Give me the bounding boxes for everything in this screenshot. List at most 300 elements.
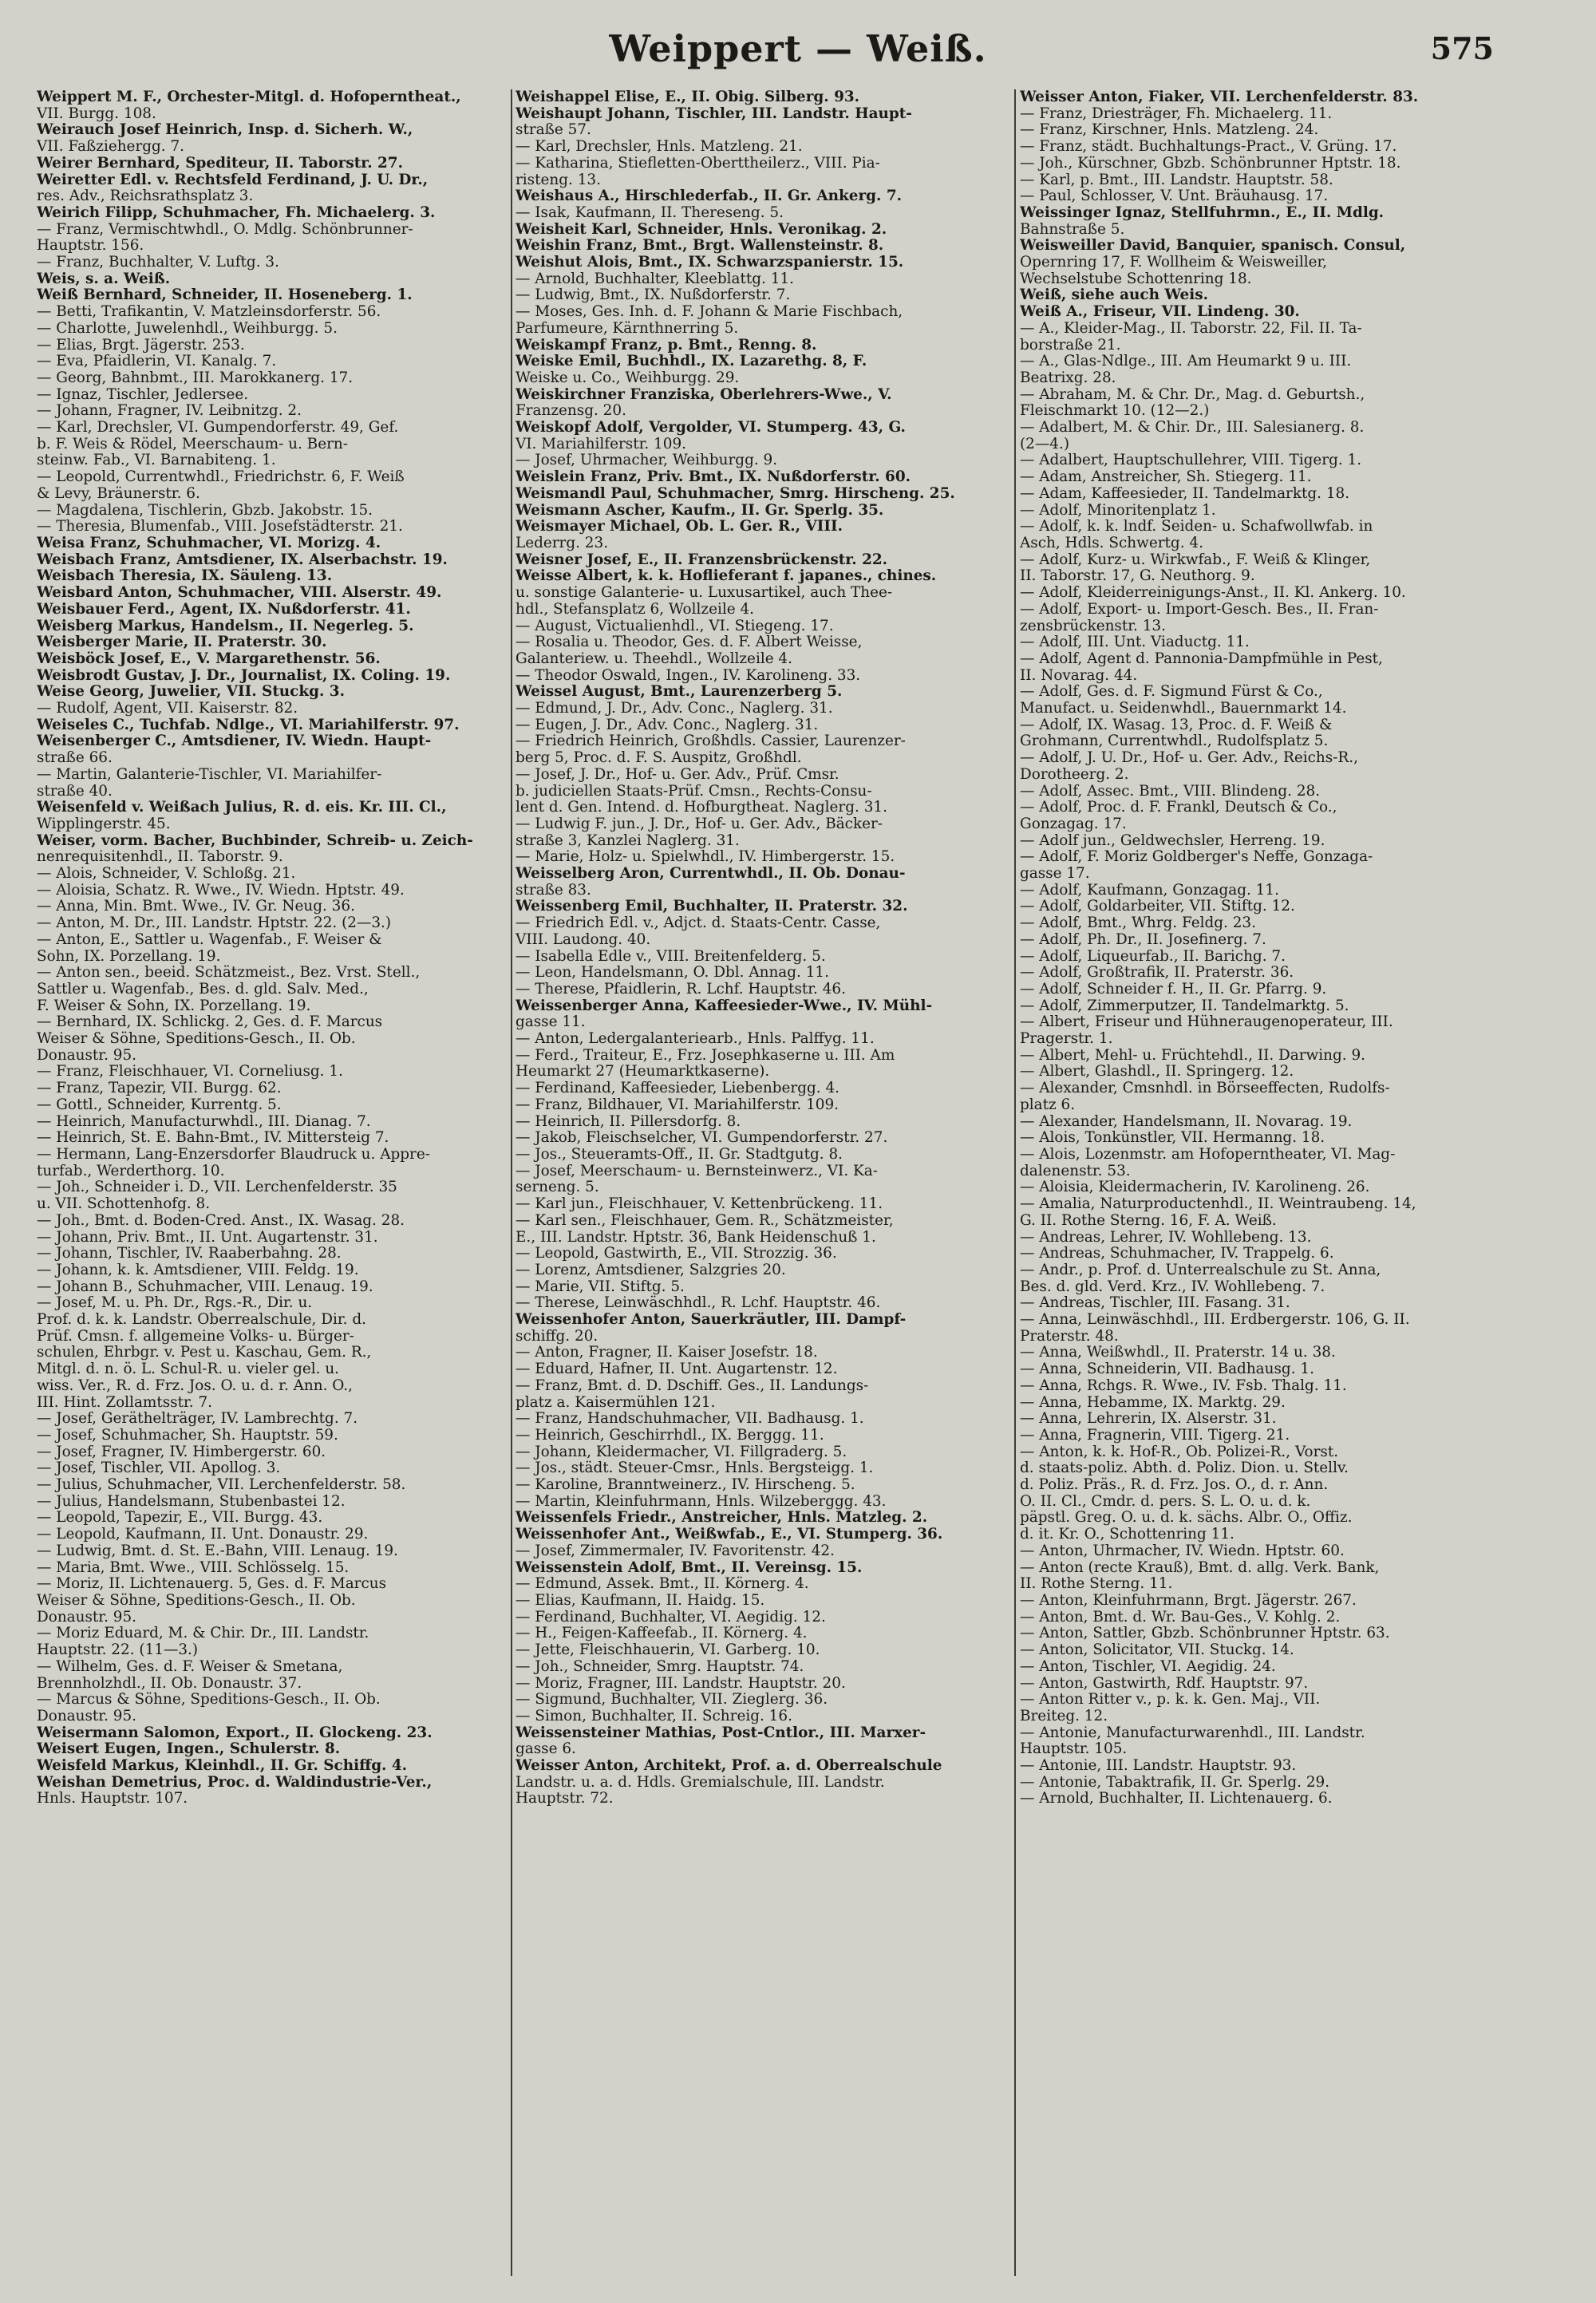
directory-entry-line: — Alois, Tonkünstler, VII. Hermanng. 18. (1020, 1130, 1325, 1147)
directory-entry-line: — Andreas, Tischler, III. Fasang. 31. (1020, 1295, 1290, 1312)
directory-entry-line: — Marie, Holz- u. Spielwhdl., IV. Himbergerstr. 15. (516, 849, 895, 866)
directory-entry-line: straße 3, Kanzlei Naglerg. 31. (516, 832, 740, 849)
directory-entry-line: Weisbrodt Gustav, J. Dr., Journalist, IX. Coling. 19. (37, 667, 451, 684)
directory-entry-line: borstraße 21. (1020, 337, 1121, 354)
directory-entry-line: — Sigmund, Buchhalter, VII. Zieglerg. 36. (516, 1692, 828, 1708)
directory-entry-line: — Edmund, Assek. Bmt., II. Körnerg. 4. (516, 1576, 809, 1593)
directory-entry-line: — Adolf, Goldarbeiter, VII. Stiftg. 12. (1020, 899, 1295, 915)
directory-entry-line: — Maria, Bmt. Wwe., VIII. Schlösselg. 15. (37, 1559, 350, 1576)
directory-entry-line: Grohmann, Currentwhdl., Rudolfsplatz 5. (1020, 733, 1329, 750)
directory-entry-line: Weis, s. a. Weiß. (37, 271, 171, 287)
directory-entry-line: Weisner Josef, E., II. Franzensbrückenstr. 22. (516, 551, 888, 568)
directory-entry-line: — Elias, Kaufmann, II. Haidg. 15. (516, 1592, 765, 1609)
directory-entry-line: — Julius, Handelsmann, Stubenbastei 12. (37, 1493, 346, 1510)
directory-entry-line: — Arnold, Buchhalter, II. Lichtenauerg. 6. (1020, 1791, 1333, 1807)
directory-entry-line: — Franz, städt. Buchhaltungs-Pract., V. Grüng. 17. (1020, 139, 1397, 156)
directory-entry-line: Hauptstr. 105. (1020, 1741, 1128, 1758)
directory-entry-line: — August, Victualienhdl., VI. Stiegeng. 17. (516, 618, 834, 634)
directory-entry-line: — Adolf, Zimmerputzer, II. Tandelmarktg. 5. (1020, 997, 1349, 1014)
directory-entry-line: — Moriz, Fragner, III. Landstr. Hauptstr. 20. (516, 1675, 846, 1692)
directory-entry-line: VII. Burgg. 108. (37, 105, 156, 122)
directory-entry-line: — Franz, Fleischhauer, VI. Corneliusg. 1. (37, 1064, 343, 1080)
directory-entry-line: — Andreas, Schuhmacher, IV. Trappelg. 6. (1020, 1246, 1334, 1262)
directory-entry-line: — Theodor Oswald, Ingen., IV. Karolineng. 33. (516, 667, 861, 684)
directory-entry-line: — Adolf, k. k. lndf. Seiden- u. Schafwollwfab. in (1020, 519, 1373, 535)
directory-entry-line: Prüf. Cmsn. f. allgemeine Volks- u. Bürger- (37, 1328, 354, 1345)
directory-entry-line: Weisser Anton, Architekt, Prof. a. d. Oberrealschule (516, 1758, 942, 1775)
directory-entry-line: gasse 6. (516, 1741, 576, 1758)
directory-entry-line: schulen, Ehrbgr. v. Pest u. Kaschau, Gem. R., (37, 1345, 372, 1361)
directory-entry-line: — Rosalia u. Theodor, Ges. d. F. Albert Weisse, (516, 634, 863, 651)
directory-entry-line: — Josef, J. Dr., Hof- u. Ger. Adv., Prüf. Cmsr. (516, 766, 839, 783)
directory-entry-line: — Martin, Galanterie-Tischler, VI. Mariahilfer- (37, 766, 382, 783)
directory-entry-line: Weisweiller David, Banquier, spanisch. Consul, (1020, 238, 1406, 255)
directory-entry-line: — Moses, Ges. Inh. d. F. Johann & Marie Fischbach, (516, 304, 903, 321)
directory-entry-line: — Friedrich Heinrich, Großhdls. Cassier, Laurenzer- (516, 733, 906, 750)
directory-entry-line: — Alexander, Handelsmann, II. Novarag. 19. (1020, 1113, 1353, 1130)
directory-entry-line: — Leopold, Kaufmann, II. Unt. Donaustr. 29. (37, 1527, 369, 1543)
directory-entry-line: Weiskopf Adolf, Vergolder, VI. Stumperg. 43, G. (516, 420, 906, 437)
directory-entry-line: — Isak, Kaufmann, II. Thereseng. 5. (516, 204, 784, 221)
directory-entry-line: Gonzagag. 17. (1020, 816, 1127, 832)
directory-entry-line: — Alexander, Cmsnhdl. in Börseeffecten, Rudolfs- (1020, 1080, 1390, 1097)
directory-entry-line: — Eduard, Hafner, II. Unt. Augartenstr. 12. (516, 1361, 838, 1378)
directory-entry-line: Weishin Franz, Bmt., Brgt. Wallensteinstr. 8. (516, 238, 884, 255)
directory-entry-line: — Anna, Schneiderin, VII. Badhausg. 1. (1020, 1361, 1314, 1378)
directory-entry-line: — Franz, Vermischtwhdl., O. Mdlg. Schönbrunner- (37, 221, 413, 238)
directory-entry-line: Sattler u. Wagenfab., Bes. d. gld. Salv. Med., (37, 981, 369, 997)
directory-entry-line: platz a. Kaisermühlen 121. (516, 1394, 716, 1411)
directory-entry-line: Weippert M. F., Orchester-Mitgl. d. Hofoperntheat., (37, 89, 461, 105)
directory-entry-line: — Marie, VII. Stiftg. 5. (516, 1278, 685, 1295)
directory-entry-line: hdl., Stefansplatz 6, Wollzeile 4. (516, 601, 754, 618)
directory-entry-line: — Adolf, Bmt., Whrg. Feldg. 23. (1020, 915, 1256, 932)
directory-entry-line: — Anna, Lehrerin, IX. Alserstr. 31. (1020, 1411, 1277, 1428)
directory-entry-line: — Heinrich, II. Pillersdorfg. 8. (516, 1113, 741, 1130)
directory-entry-line: Weirer Bernhard, Spediteur, II. Taborstr. 27. (37, 155, 403, 172)
directory-entry-line: Weisermann Salomon, Export., II. Glockeng. 23. (37, 1724, 433, 1741)
directory-entry-line: — Heinrich, Geschirrhdl., IX. Berggg. 11. (516, 1427, 824, 1444)
directory-entry-line: — Anton, k. k. Hof-R., Ob. Polizei-R., Vorst. (1020, 1444, 1339, 1460)
directory-entry-line: Weiser & Söhne, Speditions-Gesch., II. Ob. (37, 1031, 356, 1048)
directory-entry-line: Hnls. Hauptstr. 107. (37, 1791, 188, 1807)
directory-entry-line: F. Weiser & Sohn, IX. Porzellang. 19. (37, 997, 311, 1014)
directory-entry-line: VII. Faßziehergg. 7. (37, 139, 185, 156)
directory-entry-line: — Aloisia, Kleidermacherin, IV. Karolineng. 26. (1020, 1179, 1370, 1196)
directory-entry-line: — Julius, Schuhmacher, VII. Lerchenfelderstr. 58. (37, 1477, 406, 1494)
directory-entry-line: — Franz, Driesträger, Fh. Michaelerg. 11. (1020, 105, 1333, 122)
directory-entry-line: Weisfeld Markus, Kleinhdl., II. Gr. Schiffg. 4. (37, 1758, 408, 1775)
directory-entry-line: Weissenhofer Anton, Sauerkräutler, III. Dampf- (516, 1312, 907, 1329)
directory-entry-line: Weissenberger Anna, Kaffeesieder-Wwe., IV. Mühl- (516, 997, 933, 1014)
directory-entry-line: — Adalbert, M. & Chir. Dr., III. Salesianerg. 8. (1020, 420, 1365, 437)
directory-entry-line: Beatrixg. 28. (1020, 369, 1116, 386)
directory-entry-line: Weiretter Edl. v. Rechtsfeld Ferdinand, J. U. Dr., (37, 172, 429, 188)
directory-entry-line: III. Hint. Zollamtsstr. 7. (37, 1394, 213, 1411)
directory-entry-line: Weisböck Josef, E., V. Margarethenstr. 56. (37, 650, 381, 667)
directory-entry-line: Weisbauer Ferd., Agent, IX. Nußdorferstr. 41. (37, 601, 411, 618)
directory-entry-line: — Johann, Priv. Bmt., II. Unt. Augartenstr. 31. (37, 1229, 378, 1246)
directory-entry-line: — Antonie, Manufacturwarenhdl., III. Landstr. (1020, 1724, 1365, 1741)
directory-entry-line: wiss. Ver., R. d. Frz. Jos. O. u. d. r. Ann. O., (37, 1377, 353, 1394)
directory-entry-line: Weirich Filipp, Schuhmacher, Fh. Michaelerg. 3. (37, 204, 436, 221)
directory-entry-line: gasse 17. (1020, 866, 1090, 883)
directory-entry-line: — Jakob, Fleischselcher, VI. Gumpendorferstr. 27. (516, 1130, 888, 1147)
directory-entry-line: — Adolf jun., Geldwechsler, Herreng. 19. (1020, 832, 1325, 849)
directory-entry-line: — Adolf, Ges. d. F. Sigmund Fürst & Co., (1020, 684, 1323, 701)
page-number: 575 (1430, 30, 1494, 66)
directory-entry-line: — Anton (recte Krauß), Bmt. d. allg. Verk. Bank, (1020, 1559, 1380, 1576)
directory-entry-line: — Josef, M. u. Ph. Dr., Rgs.-R., Dir. u. (37, 1295, 313, 1312)
directory-entry-line: Weishaus A., Hirschlederfab., II. Gr. Ankerg. 7. (516, 188, 903, 205)
directory-entry-line: — Bernhard, IX. Schlickg. 2, Ges. d. F. Marcus (37, 1014, 383, 1031)
directory-entry-line: lent d. Gen. Intend. d. Hofburgtheat. Naglerg. 31. (516, 800, 887, 816)
directory-entry-line: Weisbach Theresia, IX. Säuleng. 13. (37, 568, 333, 585)
directory-entry-line: — Lorenz, Amtsdiener, Salzgries 20. (516, 1262, 786, 1278)
directory-entry-line: — Leopold, Tapezir, E., VII. Burgg. 43. (37, 1510, 323, 1527)
directory-entry-line: berg 5, Proc. d. F. S. Auspitz, Großhdl. (516, 750, 802, 767)
directory-entry-line: — Franz, Handschuhmacher, VII. Badhausg. 1. (516, 1411, 864, 1428)
directory-entry-line: II. Rothe Sterng. 11. (1020, 1576, 1173, 1593)
directory-entry-line: schiffg. 20. (516, 1328, 598, 1345)
directory-entry-line: Weishappel Elise, E., II. Obig. Silberg. 93. (516, 89, 860, 105)
directory-entry-line: — Johann, Fragner, IV. Leibnitzg. 2. (37, 403, 302, 420)
directory-entry-line: Weisa Franz, Schuhmacher, VI. Morizg. 4. (37, 535, 381, 551)
directory-entry-line: — Adolf, Assec. Bmt., VIII. Blindeng. 28. (1020, 783, 1321, 800)
directory-entry-line: Weisse Albert, k. k. Hoflieferant f. japanes., chines. (516, 568, 937, 585)
directory-entry-line: Weisberg Markus, Handelsm., II. Negerleg. 5. (37, 618, 414, 634)
directory-entry-line: — Rudolf, Agent, VII. Kaiserstr. 82. (37, 701, 298, 717)
directory-entry-line: Lederrg. 23. (516, 535, 609, 551)
directory-entry-line: Wipplingerstr. 45. (37, 816, 171, 832)
directory-entry-line: serneng. 5. (516, 1179, 599, 1196)
directory-entry-line: dalenenstr. 53. (1020, 1163, 1131, 1179)
directory-entry-line: Bahnstraße 5. (1020, 221, 1125, 238)
directory-entry-line: — Joh., Schneider i. D., VII. Lerchenfelderstr. 35 (37, 1179, 397, 1196)
directory-entry-line: — Arnold, Buchhalter, Kleeblattg. 11. (516, 271, 794, 287)
directory-entry-line: — Karl, p. Bmt., III. Landstr. Hauptstr. 58. (1020, 172, 1333, 188)
directory-entry-line: — Joh., Bmt. d. Boden-Cred. Anst., IX. Wasag. 28. (37, 1212, 405, 1229)
directory-entry-line: Weissenstein Adolf, Bmt., II. Vereinsg. 15. (516, 1559, 863, 1576)
directory-entry-line: Pragerstr. 1. (1020, 1031, 1113, 1048)
directory-entry-line: — Josef, Uhrmacher, Weihburgg. 9. (516, 452, 778, 469)
directory-entry-line: — Adolf, Export- u. Import-Gesch. Bes., II. Fran- (1020, 601, 1379, 618)
directory-entry-line: Weiß Bernhard, Schneider, II. Hoseneberg. 1. (37, 287, 413, 304)
directory-entry-line: Brennholzhdl., II. Ob. Donaustr. 37. (37, 1675, 302, 1692)
directory-entry-line: Weirauch Josef Heinrich, Insp. d. Sicherh. W., (37, 122, 413, 139)
directory-entry-line: — Josef, Meerschaum- u. Bernsteinwerz., VI. Ka- (516, 1163, 878, 1179)
directory-entry-line: — Adolf, Kurz- u. Wirkwfab., F. Weiß & Klinger, (1020, 551, 1371, 568)
directory-entry-line: straße 57. (516, 122, 591, 139)
directory-entry-line: u. VII. Schottenhofg. 8. (37, 1196, 211, 1213)
column-1 (37, 89, 506, 2276)
directory-entry-line: — Anton, Uhrmacher, IV. Wiedn. Hptstr. 60. (1020, 1543, 1345, 1559)
directory-entry-line: — Karl, Drechsler, VI. Gumpendorferstr. 49, Gef. (37, 420, 399, 437)
directory-entry-line: b. F. Weis & Rödel, Meerschaum- u. Bern- (37, 436, 348, 452)
directory-entry-line: — Adolf, Proc. d. F. Frankl, Deutsch & Co., (1020, 800, 1337, 816)
directory-entry-line: Prof. d. k. k. Landstr. Oberrealschule, Dir. d. (37, 1312, 366, 1329)
directory-entry-line: Weislein Franz, Priv. Bmt., IX. Nußdorferstr. 60. (516, 469, 911, 486)
directory-entry-line: — Amalia, Naturproductenhdl., II. Weintraubeng. 14, (1020, 1196, 1416, 1213)
directory-entry-line: — Leopold, Gastwirth, E., VII. Strozzig. 36. (516, 1246, 837, 1262)
directory-entry-line: — Marcus & Söhne, Speditions-Gesch., II. Ob. (37, 1692, 381, 1708)
directory-entry-line: — Edmund, J. Dr., Adv. Conc., Naglerg. 31. (516, 701, 833, 717)
directory-entry-line: — Leon, Handelsmann, O. Dbl. Annag. 11. (516, 965, 829, 982)
directory-entry-line: — Anton, Solicitator, VII. Stuckg. 14. (1020, 1642, 1294, 1659)
directory-entry-line: gasse 11. (516, 1014, 586, 1031)
directory-entry-line: — Anna, Leinwäschhdl., III. Erdbergerstr. 106, G. II. (1020, 1312, 1410, 1329)
directory-entry-line: — Josef, Tischler, VII. Apollog. 3. (37, 1460, 281, 1477)
directory-entry-line: Heumarkt 27 (Heumarktkaserne). (516, 1064, 770, 1080)
directory-entry-line: Bes. d. gld. Verd. Krz., IV. Wohllebeng. 7. (1020, 1278, 1325, 1295)
directory-entry-line: — Ludwig F. jun., J. Dr., Hof- u. Ger. Adv., Bäcker- (516, 816, 883, 832)
directory-entry-line: O. II. Cl., Cmdr. d. pers. S. L. O. u. d. k. (1020, 1493, 1311, 1510)
directory-entry-line: — Jos., Steueramts-Off., II. Gr. Stadtgutg. 8. (516, 1147, 843, 1163)
directory-entry-line: Hauptstr. 156. (37, 238, 144, 255)
directory-entry-line: — Katharina, Stiefletten-Oberttheilerz., VIII. Pia- (516, 155, 880, 172)
directory-entry-line: Weiß, siehe auch Weis. (1020, 287, 1208, 304)
directory-entry-line: Weisberger Marie, II. Praterstr. 30. (37, 634, 327, 651)
directory-entry-line: — Franz, Tapezir, VII. Burgg. 62. (37, 1080, 282, 1097)
directory-entry-line: Weismayer Michael, Ob. L. Ger. R., VIII. (516, 519, 843, 535)
directory-entry-line: Fleischmarkt 10. (12—2.) (1020, 403, 1210, 420)
directory-entry-line: Weisselberg Aron, Currentwhdl., II. Ob. Donau- (516, 866, 906, 883)
directory-entry-line: — Karl, Drechsler, Hnls. Matzleng. 21. (516, 139, 803, 156)
directory-entry-line: — Anton, Gastwirth, Rdf. Hauptstr. 97. (1020, 1675, 1309, 1692)
directory-entry-line: — Josef, Schuhmacher, Sh. Hauptstr. 59. (37, 1427, 338, 1444)
directory-entry-line: — Ferdinand, Kaffeesieder, Liebenbergg. 4. (516, 1080, 840, 1097)
directory-entry-line: Weiske Emil, Buchhdl., IX. Lazarethg. 8, F. (516, 354, 867, 370)
directory-entry-line: — Karoline, Branntweinerz., IV. Hirscheng. 5. (516, 1477, 855, 1494)
directory-entry-line: — Betti, Trafikantin, V. Matzleinsdorferstr. 56. (37, 304, 381, 321)
directory-entry-line: Weiskirchner Franziska, Oberlehrers-Wwe., V. (516, 386, 892, 403)
directory-entry-line: Weise Georg, Juwelier, VII. Stuckg. 3. (37, 684, 345, 701)
directory-entry-line: Weissel August, Bmt., Laurenzerberg 5. (516, 684, 843, 701)
directory-entry-line: Landstr. u. a. d. Hdls. Gremialschule, III. Landstr. (516, 1774, 885, 1791)
directory-entry-line: — Anton, Fragner, II. Kaiser Josefstr. 18. (516, 1345, 818, 1361)
directory-entry-line: platz 6. (1020, 1096, 1076, 1113)
directory-entry-line: — Adolf, Kleiderreinigungs-Anst., II. Kl. Ankerg. 10. (1020, 585, 1406, 602)
directory-entry-line: — Heinrich, Manufacturwhdl., III. Dianag. 7. (37, 1113, 371, 1130)
directory-entry-line: — Anton, Ledergalanteriearb., Hnls. Palffyg. 11. (516, 1031, 875, 1048)
directory-entry-line: — Adolf, IX. Wasag. 13, Proc. d. F. Weiß & (1020, 717, 1333, 733)
directory-entry-line: Weiskampf Franz, p. Bmt., Renng. 8. (516, 337, 817, 354)
directory-entry-line: Manufact. u. Seidenwhdl., Bauernmarkt 14. (1020, 701, 1347, 717)
directory-entry-line: Weiser, vorm. Bacher, Buchbinder, Schreib- u. Zeich- (37, 832, 473, 849)
directory-entry-line: Weisbard Anton, Schuhmacher, VIII. Alserstr. 49. (37, 585, 442, 602)
directory-entry-line: — Jos., städt. Steuer-Cmsr., Hnls. Bergsteigg. 1. (516, 1460, 874, 1477)
directory-entry-line: steinw. Fab., VI. Barnabiteng. 1. (37, 452, 276, 469)
directory-entry-line: Weisser Anton, Fiaker, VII. Lerchenfelderstr. 83. (1020, 89, 1419, 105)
directory-entry-line: — Anton, Kleinfuhrmann, Brgt. Jägerstr. 267. (1020, 1592, 1357, 1609)
directory-entry-line: — Adolf, Kaufmann, Gonzagag. 11. (1020, 882, 1279, 899)
directory-entry-line: b. judiciellen Staats-Prüf. Cmsn., Rechts-Consu- (516, 783, 872, 800)
directory-entry-line: (2—4.) (1020, 436, 1069, 452)
directory-entry-line: Wechselstube Schottenring 18. (1020, 271, 1252, 287)
directory-entry-line: — Adolf, III. Unt. Viaductg. 11. (1020, 634, 1250, 651)
directory-entry-line: — Isabella Edle v., VIII. Breitenfelderg. 5. (516, 948, 826, 965)
directory-entry-line: — Andr., p. Prof. d. Unterrealschule zu St. Anna, (1020, 1262, 1381, 1278)
directory-entry-line: — Adolf, Großtrafik, II. Praterstr. 36. (1020, 965, 1294, 982)
directory-entry-line: II. Novarag. 44. (1020, 667, 1138, 684)
directory-entry-line: — Eva, Pfaidlerin, VI. Kanalg. 7. (37, 354, 277, 370)
directory-entry-line: — Adolf, Schneider f. H., II. Gr. Pfarrg. 9. (1020, 981, 1327, 997)
directory-entry-line: risteng. 13. (516, 172, 601, 188)
directory-entry-line: nenrequisitenhdl., II. Taborstr. 9. (37, 849, 283, 866)
directory-entry-line: — Ludwig, Bmt. d. St. E.-Bahn, VIII. Lenaug. 19. (37, 1543, 398, 1559)
directory-entry-line: — Abraham, M. & Chr. Dr., Mag. d. Geburtsh., (1020, 386, 1365, 403)
directory-entry-line: straße 66. (37, 750, 113, 767)
directory-entry-line: Parfumeure, Kärnthnerring 5. (516, 320, 739, 337)
directory-entry-line: E., III. Landstr. Hptstr. 36, Bank Heidenschuß 1. (516, 1229, 876, 1246)
directory-entry-line: — Anton, Bmt. d. Wr. Bau-Ges., V. Kohlg. 2. (1020, 1609, 1341, 1626)
directory-entry-line: VI. Mariahilferstr. 109. (516, 436, 686, 452)
directory-entry-line: — Anna, Fragnerin, VIII. Tigerg. 21. (1020, 1427, 1290, 1444)
directory-entry-line: — Andreas, Lehrer, IV. Wohllebeng. 13. (1020, 1229, 1312, 1246)
directory-entry-line: — Hermann, Lang-Enzersdorfer Blaudruck u. Appre- (37, 1147, 430, 1163)
directory-entry-line: — Adolf, J. U. Dr., Hof- u. Ger. Adv., Reichs-R., (1020, 750, 1358, 767)
directory-entry-line: — Johann, Tischler, IV. Raaberbahng. 28. (37, 1246, 342, 1262)
directory-entry-line: — Anton Ritter v., p. k. k. Gen. Maj., VII. (1020, 1692, 1321, 1708)
directory-entry-line: — Franz, Bmt. d. D. Dschiff. Ges., II. Landungs- (516, 1377, 869, 1394)
directory-entry-line: Weissenhofer Ant., Weißwfab., E., VI. Stumperg. 36. (516, 1527, 943, 1543)
directory-entry-line: VIII. Laudong. 40. (516, 931, 651, 948)
directory-entry-line: — Moriz, II. Lichtenauerg. 5, Ges. d. F. Marcus (37, 1576, 387, 1593)
directory-entry-line: Weishut Alois, Bmt., IX. Schwarzspanierstr. 15. (516, 255, 904, 271)
directory-entry-line: — Joh., Kürschner, Gbzb. Schönbrunner Hptstr. 18. (1020, 155, 1401, 172)
directory-entry-line: — Alois, Schneider, V. Schloßg. 21. (37, 866, 296, 883)
directory-entry-line: — H., Feigen-Kaffeefab., II. Körnerg. 4. (516, 1626, 808, 1642)
page-header (0, 24, 1596, 80)
directory-entry-line: — Antonie, III. Landstr. Hauptstr. 93. (1020, 1758, 1297, 1775)
directory-entry-line: Praterstr. 48. (1020, 1328, 1119, 1345)
directory-entry-line: — Eugen, J. Dr., Adv. Conc., Naglerg. 31. (516, 717, 819, 733)
directory-entry-line: turfab., Werderthorg. 10. (37, 1163, 225, 1179)
directory-entry-line: — Adalbert, Hauptschullehrer, VIII. Tigerg. 1. (1020, 452, 1362, 469)
directory-entry-line: Weissenfels Friedr., Anstreicher, Hnls. Matzleg. 2. (516, 1510, 928, 1527)
directory-entry-line: Weismann Ascher, Kaufm., II. Gr. Sperlg. 35. (516, 502, 884, 519)
directory-entry-line: — Adolf, Ph. Dr., II. Josefinerg. 7. (1020, 931, 1266, 948)
directory-entry-line: — Joh., Schneider, Smrg. Hauptstr. 74. (516, 1658, 804, 1675)
directory-entry-line: — Anton, Tischler, VI. Aegidig. 24. (1020, 1658, 1276, 1675)
directory-entry-line: Weiß A., Friseur, VII. Lindeng. 30. (1020, 304, 1300, 321)
directory-entry-line: — Adolf, Agent d. Pannonia-Dampfmühle in Pest, (1020, 650, 1383, 667)
directory-entry-line: — Johann, Kleidermacher, VI. Fillgraderg. 5. (516, 1444, 847, 1460)
directory-entry-line: — Aloisia, Schatz. R. Wwe., IV. Wiedn. Hptstr. 49. (37, 882, 405, 899)
directory-entry-line: Hauptstr. 22. (11—3.) (37, 1642, 199, 1659)
directory-entry-line: Weissinger Ignaz, Stellfuhrmn., E., II. Mdlg. (1020, 204, 1385, 221)
directory-entry-line: — Gottl., Schneider, Kurrentg. 5. (37, 1096, 282, 1113)
directory-entry-line: — Elias, Brgt. Jägerstr. 253. (37, 337, 245, 354)
directory-entry-line: Weisenfeld v. Weißach Julius, R. d. eis. Kr. III. Cl., (37, 800, 447, 816)
directory-entry-line: G. II. Rothe Sterng. 16, F. A. Weiß. (1020, 1212, 1277, 1229)
directory-entry-line: — Albert, Mehl- u. Früchtehdl., II. Darwing. 9. (1020, 1047, 1366, 1064)
directory-entry-line: — Georg, Bahnbmt., III. Marokkanerg. 17. (37, 369, 354, 386)
directory-entry-line: päpstl. Greg. O. u. d. k. sächs. Albr. O., Offiz. (1020, 1510, 1353, 1527)
directory-entry-line: II. Taborstr. 17, G. Neuthorg. 9. (1020, 568, 1255, 585)
directory-entry-line: Weismandl Paul, Schuhmacher, Smrg. Hirscheng. 25. (516, 485, 955, 502)
directory-entry-line: — Albert, Friseur und Hühneraugenoperateur, III. (1020, 1014, 1393, 1031)
directory-entry-line: — Alois, Lozenmstr. am Hofoperntheater, VI. Mag- (1020, 1147, 1396, 1163)
directory-entry-line: — Adolf, Liqueurfab., II. Barichg. 7. (1020, 948, 1286, 965)
directory-entry-line: — Josef, Geräthelträger, IV. Lambrechtg. 7. (37, 1411, 358, 1428)
directory-entry-line: Dorotheerg. 2. (1020, 766, 1129, 783)
directory-entry-line: — Anton sen., beeid. Schätzmeist., Bez. Vrst. Stell., (37, 965, 421, 982)
directory-entry-line: — Franz, Kirschner, Hnls. Matzleng. 24. (1020, 122, 1319, 139)
directory-entry-line: Donaustr. 95. (37, 1609, 137, 1626)
directory-entry-line: straße 40. (37, 783, 113, 800)
directory-entry-line: — Simon, Buchhalter, II. Schreig. 16. (516, 1708, 792, 1724)
directory-entry-line: — Anna, Hebamme, IX. Marktg. 29. (1020, 1394, 1286, 1411)
directory-entry-line: Asch, Hdls. Schwertg. 4. (1020, 535, 1203, 551)
directory-entry-line: — Anna, Weißwhdl., II. Praterstr. 14 u. 38. (1020, 1345, 1336, 1361)
directory-entry-line: Weiske u. Co., Weihburgg. 29. (516, 369, 740, 386)
directory-entry-line: d. Poliz. Präs., R. d. Frz. Jos. O., d. r. Ann. (1020, 1477, 1329, 1494)
directory-entry-line: — Theresia, Blumenfab., VIII. Josefstädterstr. 21. (37, 519, 403, 535)
directory-entry-line: — A., Kleider-Mag., II. Taborstr. 22, Fil. II. Ta- (1020, 320, 1362, 337)
directory-entry-line: Opernring 17, F. Wollheim & Weisweiller, (1020, 255, 1328, 271)
directory-entry-line: — Moriz Eduard, M. & Chir. Dr., III. Landstr. (37, 1626, 369, 1642)
directory-entry-line: — Josef, Fragner, IV. Himbergerstr. 60. (37, 1444, 326, 1460)
columns (37, 89, 1529, 2276)
directory-entry-line: Weisheit Karl, Schneider, Hnls. Veronikag. 2. (516, 221, 887, 238)
directory-entry-line: Galanteriew. u. Theehdl., Wollzeile 4. (516, 650, 792, 667)
directory-entry-line: Weisbach Franz, Amtsdiener, IX. Alserbachstr. 19. (37, 551, 448, 568)
directory-entry-line: — Franz, Bildhauer, VI. Mariahilferstr. 109. (516, 1096, 839, 1113)
directory-entry-line: — Therese, Pfaidlerin, R. Lchf. Hauptstr. 46. (516, 981, 846, 997)
directory-entry-line: Weisenberger C., Amtsdiener, IV. Wiedn. Haupt- (37, 733, 432, 750)
directory-entry-line: u. sonstige Galanterie- u. Luxusartikel, auch Thee- (516, 585, 893, 602)
directory-entry-line: — Antonie, Tabaktrafik, II. Gr. Sperlg. 29. (1020, 1774, 1330, 1791)
directory-entry-line: Breiteg. 12. (1020, 1708, 1108, 1724)
directory-entry-line: — Anna, Min. Bmt. Wwe., IV. Gr. Neug. 36. (37, 899, 355, 915)
directory-entry-line: Sohn, IX. Porzellang. 19. (37, 948, 221, 965)
directory-entry-line: Donaustr. 95. (37, 1708, 137, 1724)
directory-entry-line: Weiseles C., Tuchfab. Ndlge., VI. Mariahilferstr. 97. (37, 717, 460, 733)
directory-entry-line: — Johann B., Schuhmacher, VIII. Lenaug. 19. (37, 1278, 373, 1295)
page-title: Weippert — Weiß. (609, 27, 987, 70)
directory-entry-line: — Wilhelm, Ges. d. F. Weiser & Smetana, (37, 1658, 343, 1675)
directory-entry-line: d. staats-poliz. Abth. d. Poliz. Dion. u. Stellv. (1020, 1460, 1349, 1477)
directory-entry-line: Weishaupt Johann, Tischler, III. Landstr. Haupt- (516, 105, 912, 122)
directory-entry-line: — Paul, Schlosser, V. Unt. Bräuhausg. 17. (1020, 188, 1329, 205)
directory-entry-line: Weissensteiner Mathias, Post-Cntlor., III. Marxer- (516, 1724, 926, 1741)
directory-entry-line: — Charlotte, Juwelenhdl., Weihburgg. 5. (37, 320, 338, 337)
directory-entry-line: — Adolf, F. Moriz Goldberger's Neffe, Gonzaga- (1020, 849, 1373, 866)
directory-entry-line: — Ferdinand, Buchhalter, VI. Aegidig. 12. (516, 1609, 826, 1626)
directory-entry-line: — Anton, Sattler, Gbzb. Schönbrunner Hptstr. 63. (1020, 1626, 1390, 1642)
directory-entry-line: Weiser & Söhne, Speditions-Gesch., II. Ob. (37, 1592, 356, 1609)
directory-entry-line: — Jette, Fleischhauerin, VI. Garberg. 10. (516, 1642, 820, 1659)
directory-entry-line: Hauptstr. 72. (516, 1791, 614, 1807)
directory-entry-line: d. it. Kr. O., Schottenring 11. (1020, 1527, 1235, 1543)
directory-entry-line: — Ignaz, Tischler, Jedlersee. (37, 386, 249, 403)
directory-entry-line: — Friedrich Edl. v., Adjct. d. Staats-Centr. Casse, (516, 915, 881, 932)
directory-entry-line: — Albert, Glashdl., II. Springerg. 12. (1020, 1064, 1294, 1080)
directory-entry-line: — Adolf, Minoritenplatz 1. (1020, 502, 1216, 519)
directory-entry-line: — Karl sen., Fleischhauer, Gem. R., Schätzmeister, (516, 1212, 894, 1229)
directory-entry-line: — Anton, E., Sattler u. Wagenfab., F. Weiser & (37, 931, 382, 948)
directory-entry-line: — Anna, Rchgs. R. Wwe., IV. Fsb. Thalg. 11. (1020, 1377, 1347, 1394)
directory-entry-line: — Karl jun., Fleischhauer, V. Kettenbrückeng. 11. (516, 1196, 883, 1213)
directory-entry-line: Donaustr. 95. (37, 1047, 137, 1064)
directory-entry-line: & Levy, Bräunerstr. 6. (37, 485, 200, 502)
column-2 (516, 89, 1009, 2276)
directory-entry-line: straße 83. (516, 882, 591, 899)
directory-entry-line: — Heinrich, St. E. Bahn-Bmt., IV. Mittersteig 7. (37, 1130, 389, 1147)
directory-entry-line: — Magdalena, Tischlerin, Gbzb. Jakobstr. 15. (37, 502, 373, 519)
directory-entry-line: — Adam, Kaffeesieder, II. Tandelmarktg. 18. (1020, 485, 1350, 502)
